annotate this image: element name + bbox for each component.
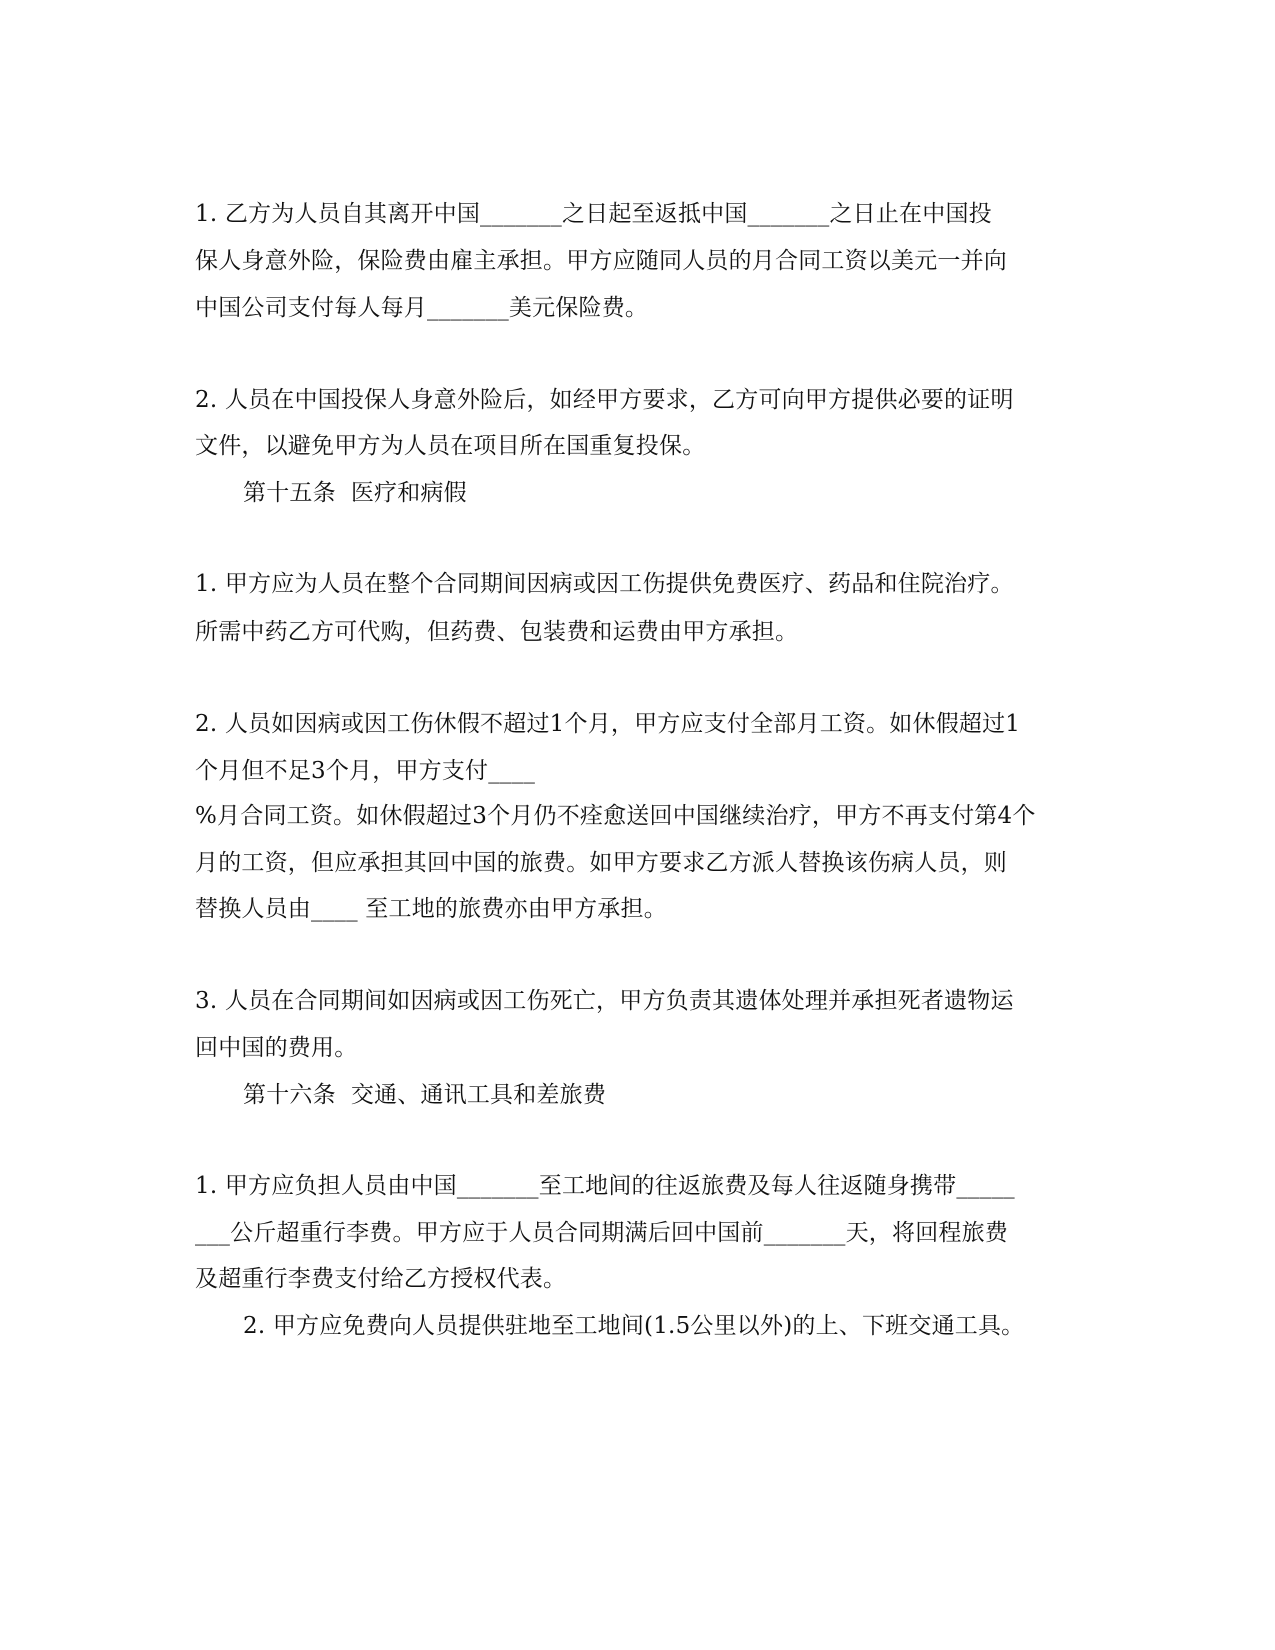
section15-item2-line5: 替换人员由____ 至工地的旅费亦由甲方承担。	[195, 896, 667, 922]
section14-item1-line1: 1. 乙方为人员自其离开中国_______之日起至返抵中国_______之日止在中国投	[195, 201, 992, 227]
section16-item1-line2: ___公斤超重行李费。甲方应于人员合同期满后回中国前_______天，将回程旅费	[195, 1220, 1008, 1246]
section14-item1-line2: 保人身意外险，保险费由雇主承担。甲方应随同人员的月合同工资以美元一并向	[195, 248, 1007, 274]
section16-item1-line1: 1. 甲方应负担人员由中国_______至工地间的往返旅费及每人往返随身携带_____	[195, 1173, 1015, 1199]
section15-item2-line1: 2. 人员如因病或因工伤休假不超过1个月，甲方应支付全部月工资。如休假超过1	[195, 711, 1021, 737]
section15-item1-line2: 所需中药乙方可代购，但药费、包装费和运费由甲方承担。	[195, 619, 799, 645]
section15-item2-line3: %月合同工资。如休假超过3个月仍不痊愈送回中国继续治疗，甲方不再支付第4个	[195, 803, 1036, 829]
section15-item2-line2: 个月但不足3个月，甲方支付____	[195, 758, 536, 784]
section16-item1-line3: 及超重行李费支付给乙方授权代表。	[195, 1266, 567, 1292]
section15-item2-line4: 月的工资，但应承担其回中国的旅费。如甲方要求乙方派人替换该伤病人员，则	[195, 850, 1007, 876]
section16-item2-line1: 2. 甲方应免费向人员提供驻地至工地间(1.5公里以外)的上、下班交通工具。	[243, 1313, 1025, 1339]
section15-item3-line1: 3. 人员在合同期间如因病或因工伤死亡，甲方负责其遗体处理并承担死者遗物运	[195, 988, 1014, 1014]
section14-item2-line2: 文件，以避免甲方为人员在项目所在国重复投保。	[195, 433, 706, 459]
section14-item1-line3: 中国公司支付每人每月_______美元保险费。	[195, 295, 649, 321]
section15-item1-line1: 1. 甲方应为人员在整个合同期间因病或因工伤提供免费医疗、药品和住院治疗。	[195, 571, 1014, 597]
section16-heading: 第十六条 交通、通讯工具和差旅费	[243, 1082, 607, 1108]
section14-item2-line1: 2. 人员在中国投保人身意外险后，如经甲方要求，乙方可向甲方提供必要的证明	[195, 387, 1014, 413]
section15-item3-line2: 回中国的费用。	[195, 1035, 358, 1061]
section15-heading: 第十五条 医疗和病假	[243, 480, 467, 506]
